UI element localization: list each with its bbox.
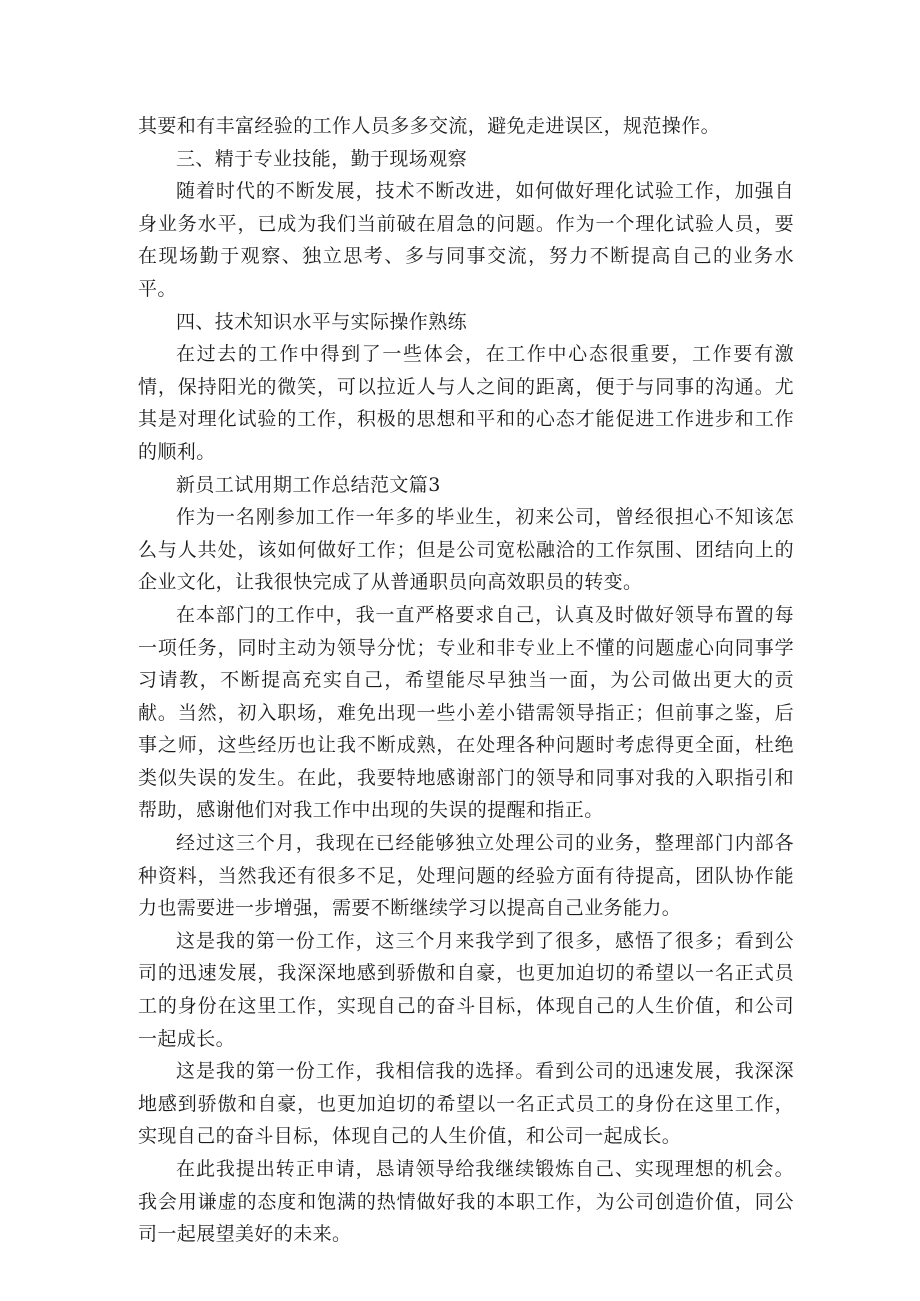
paragraph: 这是我的第一份工作，我相信我的选择。看到公司的迅速发展，我深深地感到骄傲和自豪，也更加迫切的希望以一名正式员工的身份在这里工作，实现自己的奋斗目标，体现自己的人生价值，和公司一起成长。 (138, 1060, 794, 1148)
paragraph: 在本部门的工作中，我一直严格要求自己，认真及时做好领导布置的每一项任务，同时主动为领导分忧；专业和非专业上不懂的问题虚心向同事学习请教，不断提高充实自己，希望能尽早独当一面，为公司做出更大的贡献。当然，初入职场，难免出现一些小差小错需领导指正；但前事之鉴，后事之师，这些经历也让我不断成熟，在处理各种问题时考虑得更全面，杜绝类似失误的发生。在此，我要特地感谢部门的领导和同事对我的入职指引和帮助，感谢他们对我工作中出现的失误的提醒和指正。 (138, 603, 794, 822)
paragraph-continuation: 其要和有丰富经验的工作人员多多交流，避免走进误区，规范操作。 (138, 115, 721, 137)
section-heading-three: 三、精于专业技能，勤于现场观察 (176, 147, 468, 170)
paragraph: 这是我的第一份工作，这三个月来我学到了很多，感悟了很多；看到公司的迅速发展，我深深地感到骄傲和自豪，也更加迫切的希望以一名正式员工的身份在这里工作，实现自己的奋斗目标，体现自己的人生价值，和公司一起成长。 (138, 929, 794, 1050)
paragraph: 在此我提出转正申请，恳请领导给我继续锻炼自己、实现理想的机会。我会用谦虚的态度和饱满的热情做好我的本职工作，为公司创造价值，同公司一起展望美好的未来。 (138, 1158, 794, 1246)
paragraph: 随着时代的不断发展，技术不断改进，如何做好理化试验工作，加强自身业务水平，已成为我们当前破在眉急的问题。作为一个理化试验人员，要在现场勤于观察、独立思考、多与同事交流，努力不断提高自己的业务水平。 (138, 180, 794, 300)
paragraph: 在过去的工作中得到了一些体会，在工作中心态很重要，工作要有激情，保持阳光的微笑，可以拉近人与人之间的距离，便于与同事的沟通。尤其是对理化试验的工作，积极的思想和平和的心态才能促进工作进步和工作的顺利。 (138, 343, 794, 463)
paragraph: 作为一名刚参加工作一年多的毕业生，初来公司，曾经很担心不知该怎么与人共处，该如何做好工作；但是公司宽松融洽的工作氛围、团结向上的企业文化，让我很快完成了从普通职员向高效职员的转变。 (138, 506, 794, 594)
article-title: 新员工试用期工作总结范文篇3 (176, 473, 441, 496)
document-body (138, 110, 794, 1251)
paragraph: 经过这三个月，我现在已经能够独立处理公司的业务，整理部门内部各种资料，当然我还有很多不足，处理问题的经验方面有待提高，团队协作能力也需要进一步增强，需要不断继续学习以提高自己业务能力。 (138, 832, 794, 920)
section-heading-four: 四、技术知识水平与实际操作熟练 (176, 310, 468, 333)
